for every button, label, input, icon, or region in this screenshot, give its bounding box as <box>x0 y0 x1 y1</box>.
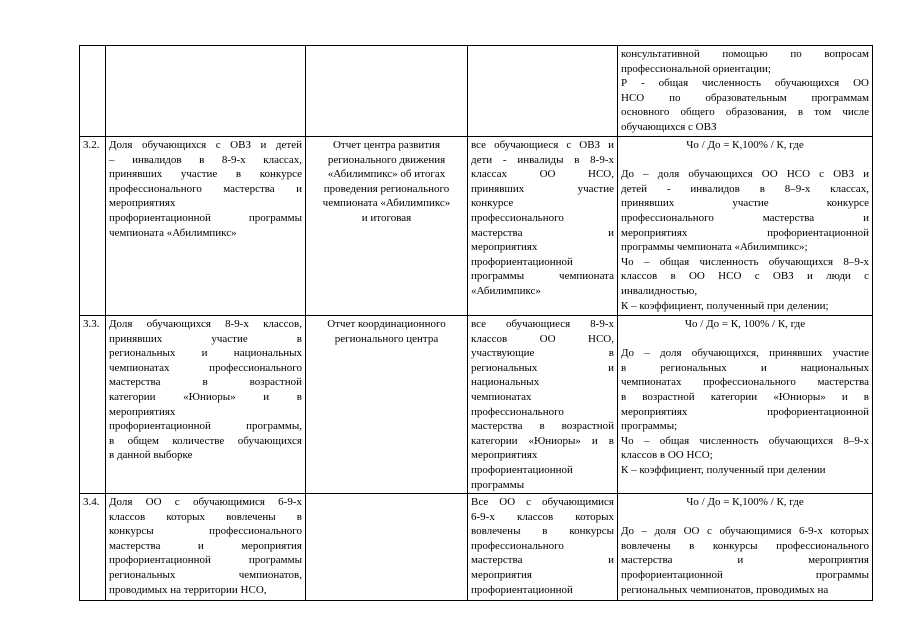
formula-line: НСО по образовательным программам <box>621 91 869 104</box>
formula-line: профессиональной ориентации; <box>621 62 771 75</box>
source-line: и итоговая <box>361 211 412 224</box>
formula-line: К – коэффициент, полученный при делении; <box>621 299 829 312</box>
formula-line: чемпионатах профессионального мастерства <box>621 376 869 389</box>
indicator-line: проводимых на территории НСО, <box>109 583 267 596</box>
indicator-line: чемпионатах профессионального <box>109 361 302 374</box>
row-number: 3.4. <box>83 496 100 508</box>
formula-line: программы; <box>621 420 678 433</box>
source-line: регионального центра <box>334 332 439 345</box>
indicator-line: профориентационной программы, <box>109 420 302 433</box>
formula-line: в региональных и национальных <box>621 361 869 374</box>
population-line: региональных и <box>471 361 614 374</box>
population-cell <box>468 316 618 494</box>
population-line: все обучающиеся с ОВЗ и <box>471 139 614 151</box>
population-line: мероприятиях <box>471 241 538 254</box>
indicator-cell <box>106 494 306 601</box>
formula-line: До – доля обучающихся, принявших участие <box>621 347 869 360</box>
source-cell <box>306 494 468 601</box>
indicator-line: категории «Юниоры» и в <box>109 390 302 403</box>
indicator-line: Доля обучающихся 8-9-х классов, <box>109 318 302 330</box>
formula-line: региональных чемпионатов, проводимых на <box>621 583 829 596</box>
population-line: мероприятиях <box>471 449 538 462</box>
population-line: все обучающиеся 8-9-х <box>471 318 614 330</box>
population-line: профориентационной <box>471 583 573 596</box>
table-row <box>80 46 873 137</box>
formula-head: Чо / До = К, 100% / К, где <box>684 318 806 330</box>
formula-line: программы чемпионата «Абилимпикс»; <box>621 241 808 254</box>
formula-line: принявших участие конкурсе <box>621 197 869 210</box>
indicator-line: мероприятиях <box>109 197 176 210</box>
indicator-line: региональных чемпионатов, <box>109 568 302 581</box>
indicator-line: профориентационной программы <box>109 211 302 224</box>
population-line: конкурсе <box>471 197 514 210</box>
population-line: Все ОО с обучающимися <box>471 496 614 508</box>
population-line: дети - инвалиды в 8-9-х <box>471 153 614 166</box>
population-line: мероприятия <box>471 568 532 581</box>
population-cell <box>468 46 618 137</box>
indicator-line: профориентационной программы <box>109 554 302 567</box>
formula-line: профориентационной программы <box>621 568 869 581</box>
formula-cell <box>618 137 873 316</box>
population-cell <box>468 494 618 601</box>
indicator-line: мастерства в возрастной <box>109 376 302 389</box>
formula-line: мероприятиях профориентационной <box>621 405 869 418</box>
indicator-line: профессионального мастерства и <box>109 182 302 195</box>
source-line: регионального движения <box>327 153 446 166</box>
formula-line: в возрастной категории «Юниоры» и в <box>621 390 869 403</box>
formula-cell <box>618 494 873 601</box>
formula-line: обучающихся с ОВЗ <box>621 120 717 133</box>
population-line: профориентационной <box>471 255 573 268</box>
formula-cell <box>618 46 873 137</box>
population-line: мастерства и <box>471 226 614 239</box>
population-line: профессионального <box>471 405 564 418</box>
formula-cell <box>618 316 873 494</box>
formula-line: профессионального мастерства и <box>621 211 869 224</box>
population-line: категории «Юниоры» и в <box>471 434 614 447</box>
population-line: вовлечены в конкурсы <box>471 525 614 538</box>
source-line: Отчет центра развития <box>332 139 440 151</box>
table-row <box>80 316 873 494</box>
indicator-line: Доля ОО с обучающимися 6-9-х <box>109 496 302 508</box>
indicator-cell <box>106 316 306 494</box>
source-line: проведения регионального <box>323 182 450 195</box>
spacer <box>621 510 869 525</box>
population-line: принявших участие <box>471 182 614 195</box>
source-cell <box>306 46 468 137</box>
population-line: профессионального <box>471 211 564 224</box>
formula-line: детей - инвалидов в 8–9-х классах, <box>621 182 869 195</box>
row-number: 3.2. <box>83 139 100 151</box>
formula-line: К – коэффициент, полученный при делении <box>621 463 826 476</box>
indicator-line: классов которых вовлечены в <box>109 510 302 523</box>
population-line: чемпионатах <box>471 390 532 403</box>
formula-line: Чо – общая численность обучающихся 8–9-х <box>621 255 869 268</box>
source-line: чемпионата «Абилимпикс» <box>322 197 451 210</box>
row-number: 3.3. <box>83 318 100 330</box>
population-line: участвующие в <box>471 347 614 360</box>
source-line: «Абилимпикс» об итогах <box>327 168 446 181</box>
indicator-line: мастерства и мероприятия <box>109 539 302 552</box>
indicator-line: чемпионата «Абилимпикс» <box>109 226 237 239</box>
population-line: мастерства в возрастной <box>471 420 614 433</box>
row-number-cell <box>80 137 106 316</box>
population-line: «Абилимпикс» <box>471 284 541 297</box>
row-number-cell <box>80 494 106 601</box>
formula-line: основного общего образования, в том числе <box>621 106 869 119</box>
population-line: 6-9-х классов которых <box>471 510 614 523</box>
indicator-line: региональных и национальных <box>109 347 302 360</box>
population-line: национальных <box>471 376 540 389</box>
spacer <box>621 153 869 168</box>
formula-line: Р - общая численность обучающихся ОО <box>621 77 869 90</box>
indicator-line: в общем количестве обучающихся <box>109 434 302 447</box>
criteria-table <box>79 45 873 601</box>
source-line: Отчет координационного <box>327 318 446 330</box>
indicator-line: мероприятиях <box>109 405 176 418</box>
row-number-cell <box>80 316 106 494</box>
population-line: профориентационной <box>471 463 573 476</box>
formula-line: классов в ОО НСО; <box>621 449 713 462</box>
formula-line: классов в ОО НСО с ОВЗ и люди с <box>621 270 869 283</box>
indicator-line: – инвалидов в 8-9-х классах, <box>109 153 302 166</box>
indicator-cell <box>106 137 306 316</box>
formula-line: инвалидностью, <box>621 284 698 297</box>
table-row <box>80 494 873 601</box>
spacer <box>621 332 869 347</box>
table-row <box>80 137 873 316</box>
criteria-table-body <box>80 46 873 601</box>
formula-line: Чо – общая численность обучающихся 8–9-х <box>621 434 869 447</box>
indicator-line: в данной выборке <box>109 449 193 462</box>
indicator-line: принявших участие в конкурсе <box>109 168 302 181</box>
population-line: программы чемпионата <box>471 270 614 283</box>
population-line: мастерства и <box>471 554 614 567</box>
formula-line: мастерства и мероприятия <box>621 554 869 567</box>
population-line: классов ОО НСО, <box>471 332 614 345</box>
formula-head: Чо / До = К,100% / К, где <box>686 139 804 151</box>
formula-line: мероприятиях профориентационной <box>621 226 869 239</box>
indicator-line: Доля обучающихся с ОВЗ и детей <box>109 139 302 151</box>
formula-line: консультативной помощью по вопросам <box>621 48 869 60</box>
population-line: классах ОО НСО, <box>471 168 614 181</box>
row-number-cell <box>80 46 106 137</box>
indicator-cell <box>106 46 306 137</box>
formula-head: Чо / До = К,100% / К, где <box>686 496 804 508</box>
indicator-line: конкурсы профессионального <box>109 525 302 538</box>
population-line: профессионального <box>471 539 564 552</box>
source-cell <box>306 316 468 494</box>
population-cell <box>468 137 618 316</box>
formula-line: вовлечены в конкурсы профессионального <box>621 539 869 552</box>
formula-line: До – доля ОО с обучающимися 6-9-х которых <box>621 525 869 538</box>
indicator-line: принявших участие в <box>109 332 302 345</box>
population-line: программы <box>471 478 525 491</box>
source-cell <box>306 137 468 316</box>
formula-line: До – доля обучающихся ОО НСО с ОВЗ и <box>621 168 869 181</box>
